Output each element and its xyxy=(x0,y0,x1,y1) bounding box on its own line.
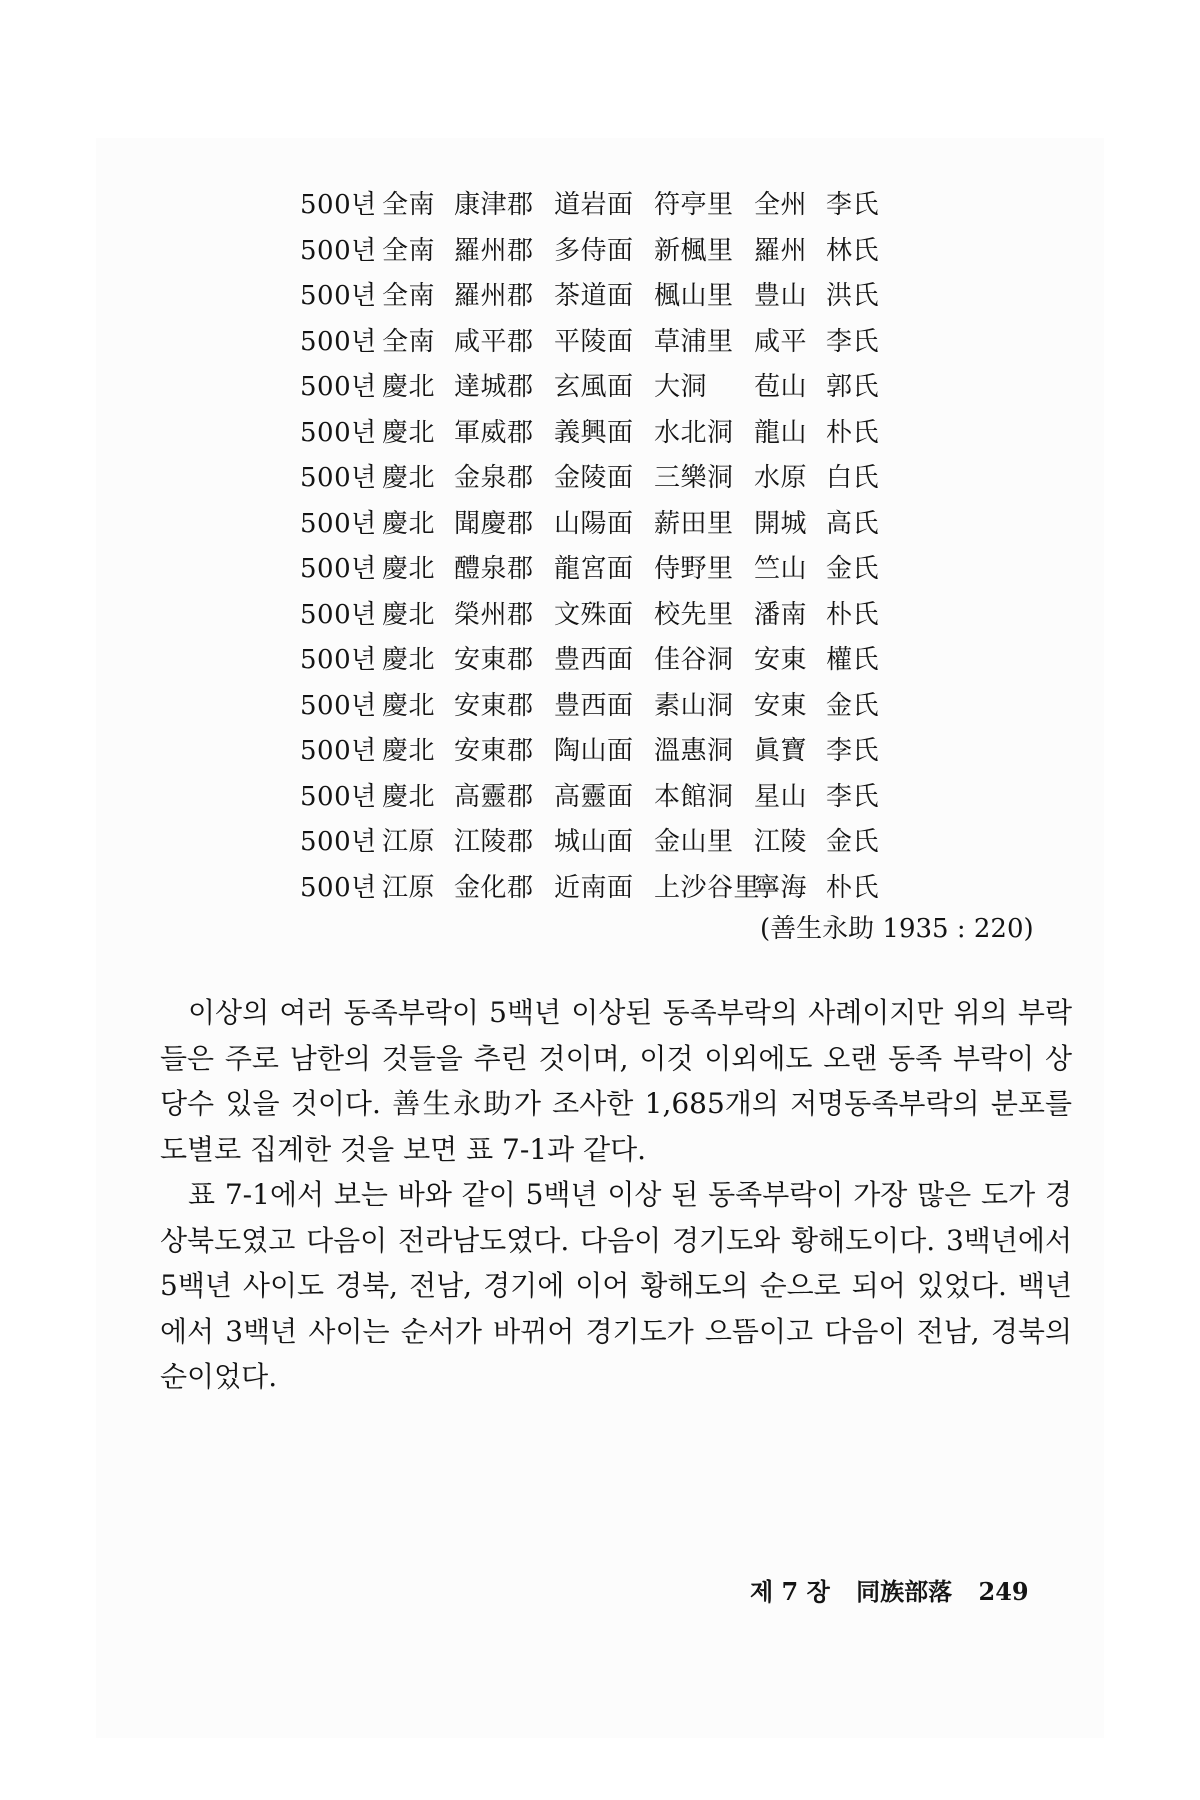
list-item xyxy=(300,544,940,590)
entry-county: 羅州郡 xyxy=(454,281,534,312)
entry-surname: 高氏 xyxy=(826,508,880,539)
entry-township: 豊西面 xyxy=(554,645,634,676)
entry-period: 500년 xyxy=(300,872,377,903)
list-item xyxy=(300,271,940,317)
entry-province: 慶北 xyxy=(382,463,436,494)
entry-township: 平陵面 xyxy=(554,326,634,357)
entry-period: 500년 xyxy=(300,645,377,676)
entry-surname: 權氏 xyxy=(826,645,880,676)
list-item xyxy=(300,453,940,499)
entry-surname: 朴氏 xyxy=(826,417,880,448)
entry-township: 龍宮面 xyxy=(554,554,634,585)
entry-surname: 李氏 xyxy=(826,736,880,767)
page-footer xyxy=(750,1572,1029,1607)
entry-surname: 白氏 xyxy=(826,463,880,494)
list-item xyxy=(300,180,940,226)
list-item xyxy=(300,726,940,772)
entry-province: 江原 xyxy=(382,872,436,903)
entry-province: 江原 xyxy=(382,827,436,858)
entry-village: 楓山里 xyxy=(654,281,734,312)
entry-county: 榮州郡 xyxy=(454,599,534,630)
entry-period: 500년 xyxy=(300,235,377,266)
entry-county: 達城郡 xyxy=(454,372,534,403)
entry-period: 500년 xyxy=(300,417,377,448)
entry-county: 軍威郡 xyxy=(454,417,534,448)
entry-village: 素山洞 xyxy=(654,690,734,721)
list-item xyxy=(300,226,940,272)
entry-period: 500년 xyxy=(300,554,377,585)
entry-township: 城山面 xyxy=(554,827,634,858)
entry-village: 本館洞 xyxy=(654,781,734,812)
entry-period: 500년 xyxy=(300,508,377,539)
entry-village: 草浦里 xyxy=(654,326,734,357)
entry-period: 500년 xyxy=(300,190,377,221)
entry-surname: 朴氏 xyxy=(826,599,880,630)
entry-county: 江陵郡 xyxy=(454,827,534,858)
entry-village: 金山里 xyxy=(654,827,734,858)
entry-township: 高靈面 xyxy=(554,781,634,812)
entry-township: 義興面 xyxy=(554,417,634,448)
entry-surname: 李氏 xyxy=(826,190,880,221)
entry-clan-origin: 開城 xyxy=(754,508,808,539)
entry-clan-origin: 豊山 xyxy=(754,281,808,312)
list-item xyxy=(300,317,940,363)
entry-village: 薪田里 xyxy=(654,508,734,539)
paragraph: 표 7-1에서 보는 바와 같이 5백년 이상 된 동족부락이 가장 많은 도가 경상북도였고 다음이 전라남도였다. 다음이 경기도와 황해도이다. 3백년에서 5백년 사이도 경북, 전남, 경기에 이어 황해도의 순으로 되어 있었다. 백년에서 3백년 사이는 순서가 바뀌어 경기도가 으뜸이고 다음이 전남, 경북의 순이었다. xyxy=(160,1178,1072,1393)
entry-township: 近南面 xyxy=(554,872,634,903)
body-text xyxy=(160,990,1072,1400)
entry-period: 500년 xyxy=(300,281,377,312)
entry-province: 慶北 xyxy=(382,736,436,767)
entry-period: 500년 xyxy=(300,736,377,767)
entry-clan-origin: 寧海 xyxy=(754,872,808,903)
entry-township: 茶道面 xyxy=(554,281,634,312)
entry-township: 文殊面 xyxy=(554,599,634,630)
entry-clan-origin: 江陵 xyxy=(754,827,808,858)
entry-surname: 金氏 xyxy=(826,827,880,858)
entry-township: 金陵面 xyxy=(554,463,634,494)
entry-province: 全南 xyxy=(382,190,436,221)
entry-township: 多侍面 xyxy=(554,235,634,266)
entry-county: 金化郡 xyxy=(454,872,534,903)
entry-village: 佳谷洞 xyxy=(654,645,734,676)
entry-province: 慶北 xyxy=(382,417,436,448)
entry-county: 安東郡 xyxy=(454,645,534,676)
entry-village: 符亭里 xyxy=(654,190,734,221)
entry-county: 金泉郡 xyxy=(454,463,534,494)
entry-province: 全南 xyxy=(382,326,436,357)
entry-surname: 金氏 xyxy=(826,554,880,585)
village-list xyxy=(300,180,940,908)
entry-township: 陶山面 xyxy=(554,736,634,767)
entry-clan-origin: 苞山 xyxy=(754,372,808,403)
list-item xyxy=(300,362,940,408)
entry-period: 500년 xyxy=(300,827,377,858)
entry-province: 全南 xyxy=(382,235,436,266)
entry-county: 高靈郡 xyxy=(454,781,534,812)
citation: (善生永助 1935 : 220) xyxy=(760,914,1034,944)
entry-county: 醴泉郡 xyxy=(454,554,534,585)
chapter-label: 제 7 장 xyxy=(750,1577,830,1606)
entry-province: 慶北 xyxy=(382,508,436,539)
list-item xyxy=(300,863,940,909)
entry-province: 慶北 xyxy=(382,645,436,676)
entry-clan-origin: 星山 xyxy=(754,781,808,812)
entry-clan-origin: 龍山 xyxy=(754,417,808,448)
entry-clan-origin: 安東 xyxy=(754,645,808,676)
chapter-title: 同族部落 xyxy=(856,1577,953,1606)
entry-province: 慶北 xyxy=(382,781,436,812)
page-number: 249 xyxy=(978,1577,1029,1606)
entry-period: 500년 xyxy=(300,781,377,812)
entry-clan-origin: 全州 xyxy=(754,190,808,221)
entry-village: 侍野里 xyxy=(654,554,734,585)
entry-county: 安東郡 xyxy=(454,736,534,767)
entry-county: 羅州郡 xyxy=(454,235,534,266)
entry-period: 500년 xyxy=(300,326,377,357)
entry-township: 豊西面 xyxy=(554,690,634,721)
entry-clan-origin: 羅州 xyxy=(754,235,808,266)
entry-period: 500년 xyxy=(300,599,377,630)
entry-clan-origin: 竺山 xyxy=(754,554,808,585)
entry-county: 咸平郡 xyxy=(454,326,534,357)
entry-province: 慶北 xyxy=(382,690,436,721)
list-item xyxy=(300,817,940,863)
entry-surname: 李氏 xyxy=(826,781,880,812)
list-item xyxy=(300,772,940,818)
entry-village: 溫惠洞 xyxy=(654,736,734,767)
entry-province: 慶北 xyxy=(382,372,436,403)
list-item xyxy=(300,590,940,636)
entry-village: 新楓里 xyxy=(654,235,734,266)
entry-surname: 朴氏 xyxy=(826,872,880,903)
entry-province: 慶北 xyxy=(382,554,436,585)
entry-period: 500년 xyxy=(300,463,377,494)
entry-clan-origin: 咸平 xyxy=(754,326,808,357)
entry-clan-origin: 眞寶 xyxy=(754,736,808,767)
entry-province: 全南 xyxy=(382,281,436,312)
entry-period: 500년 xyxy=(300,372,377,403)
entry-clan-origin: 潘南 xyxy=(754,599,808,630)
list-item xyxy=(300,408,940,454)
entry-village: 水北洞 xyxy=(654,417,734,448)
entry-surname: 洪氏 xyxy=(826,281,880,312)
entry-village: 上沙谷里 xyxy=(654,872,761,903)
entry-township: 山陽面 xyxy=(554,508,634,539)
entry-county: 安東郡 xyxy=(454,690,534,721)
entry-township: 道岩面 xyxy=(554,190,634,221)
entry-period: 500년 xyxy=(300,690,377,721)
list-item xyxy=(300,635,940,681)
list-item xyxy=(300,499,940,545)
entry-village: 大洞 xyxy=(654,372,708,403)
entry-county: 康津郡 xyxy=(454,190,534,221)
entry-village: 校先里 xyxy=(654,599,734,630)
entry-surname: 金氏 xyxy=(826,690,880,721)
paragraph: 이상의 여러 동족부락이 5백년 이상된 동족부락의 사례이지만 위의 부락들은 주로 남한의 것들을 추린 것이며, 이것 이외에도 오랜 동족 부락이 상당수 있을 것이다. 善生永助가 조사한 1,685개의 저명동족부락의 분포를 도별로 집계한 것을 보면 표 7-1과 같다. xyxy=(160,996,1072,1166)
list-item xyxy=(300,681,940,727)
entry-clan-origin: 安東 xyxy=(754,690,808,721)
entry-surname: 李氏 xyxy=(826,326,880,357)
entry-county: 聞慶郡 xyxy=(454,508,534,539)
entry-village: 三樂洞 xyxy=(654,463,734,494)
entry-surname: 郭氏 xyxy=(826,372,880,403)
entry-province: 慶北 xyxy=(382,599,436,630)
entry-township: 玄風面 xyxy=(554,372,634,403)
entry-surname: 林氏 xyxy=(826,235,880,266)
entry-clan-origin: 水原 xyxy=(754,463,808,494)
